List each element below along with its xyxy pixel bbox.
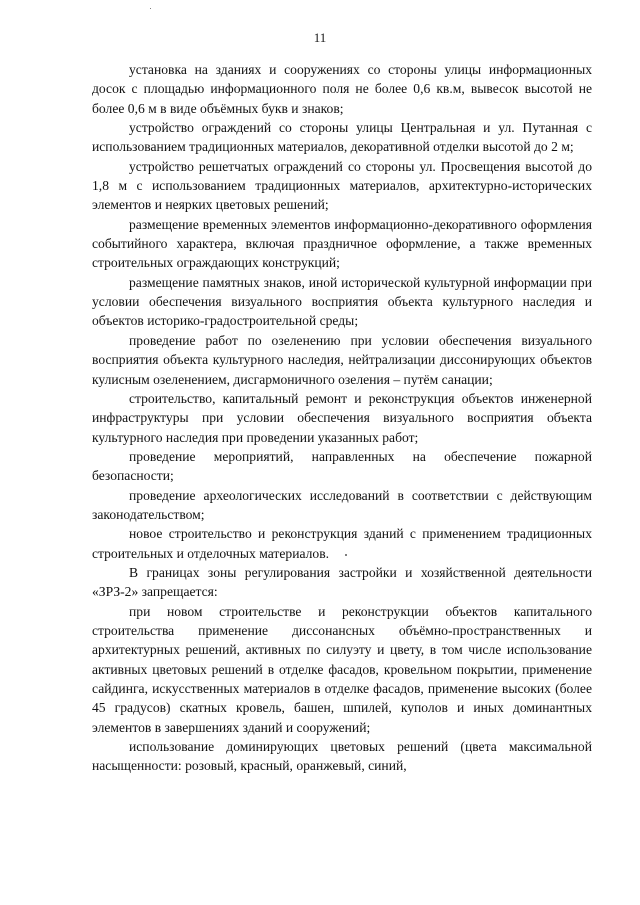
paragraph: проведение мероприятий, направленных на обеспечение пожарной безопасности; [92,448,592,484]
page-number: 11 [313,30,327,45]
paragraph: устройство решетчатых ограждений со стороны ул. Просвещения высотой до 1,8 м с использованием традиционных материалов, архитектурно-исторических элементов и неярких цветовых решений; [92,158,592,213]
paragraph: В границах зоны регулирования застройки и хозяйственной деятельности «ЗРЗ-2» запрещается: [92,564,592,600]
paragraph: устройство ограждений со стороны улицы Центральная и ул. Путанная с использованием традиционных материалов, декоративной отделки высотой до 2 м; [92,120,592,155]
paragraph: размещение временных элементов информационно-декоративного оформления событийного характера, включая праздничное оформление, а также временных строительных ограждающих конструкций; [92,216,592,271]
paragraph: установка на зданиях и сооружениях со стороны улицы информационных досок с площадью информационного поля не более 0,6 кв.м, вывесок высотой не более 0,6 м в виде объёмных букв и знаков; [92,62,592,116]
document-body [92,60,592,776]
scan-speck [345,554,347,556]
paragraph: при новом строительстве и реконструкции объектов капитального строительства применение диссонансных объёмно-пространственных и архитектурных решений, активных по силуэту и цвету, в том числе использование активных цветовых решений в отделке фасадов, кровельном покрытии, применение сайдинга, искусственных материалов в отделке фасадов, применение высоких (более 45 градусов) скатных кровель, башен, шпилей, куполов и иных доминантных элементов в завершениях зданий и сооружений; [92,603,592,735]
scan-speck [150,8,151,9]
paragraph: строительство, капитальный ремонт и реконструкция объектов инженерной инфраструктуры при условии обеспечения визуального восприятия объекта культурного наследия при проведении указанных работ; [92,390,592,445]
paragraph: проведение работ по озеленению при условии обеспечения визуального восприятия объекта культурного наследия, нейтрализации диссонирующих объектов кулисным озеленением, дисгармоничного озеления – путём санации; [92,332,592,387]
paragraph: новое строительство и реконструкция зданий с применением традиционных строительных и отделочных материалов. [92,526,592,561]
paragraph: проведение археологических исследований в соответствии с действующим законодательством; [92,487,592,522]
paragraph: использование доминирующих цветовых решений (цвета максимальной насыщенности: розовый, красный, оранжевый, синий, [92,739,592,774]
paragraph: размещение памятных знаков, иной исторической культурной информации при условии обеспечения визуального восприятия объекта культурного наследия и объектов историко-градостроительной среды; [92,274,592,329]
